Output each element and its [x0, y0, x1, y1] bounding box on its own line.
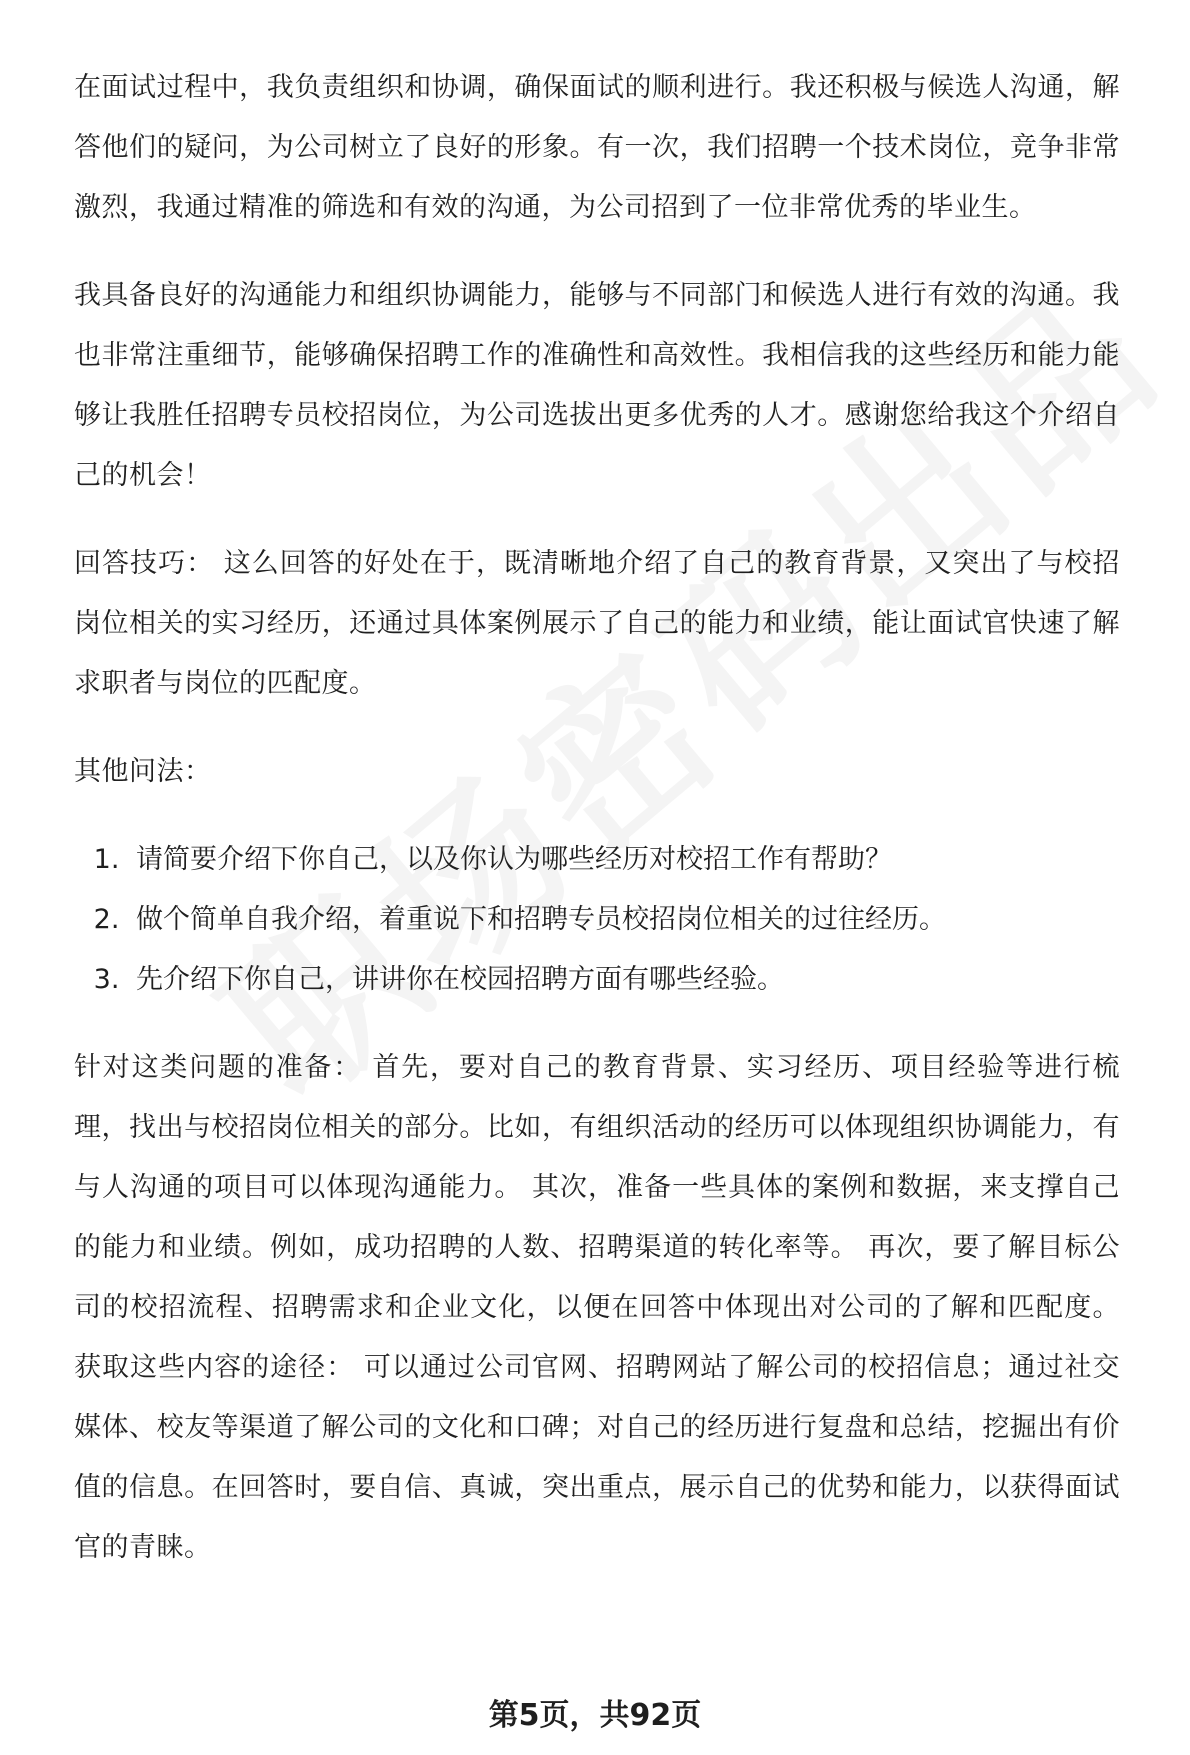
paragraph-interview-coordination: 在面试过程中，我负责组织和协调，确保面试的顺利进行。我还积极与候选人沟通，解答他们的疑问，为公司树立了良好的形象。有一次，我们招聘一个技术岗位，竞争非常激烈，我通过精准的筛选和有效的沟通，为公司招到了一位非常优秀的毕业生。 [74, 72, 1120, 223]
paragraph-answer-tips: 回答技巧： 这么回答的好处在于，既清晰地介绍了自己的教育背景，又突出了与校招岗位相关的实习经历，还通过具体案例展示了自己的能力和业绩，能让面试官快速了解求职者与岗位的匹配度。 [74, 548, 1120, 699]
list-item: 3. 先介绍下你自己，讲讲你在校园招聘方面有哪些经验。 [128, 950, 1120, 1010]
paragraph-other-questions-heading: 其他问法： [74, 756, 212, 787]
list-item: 2. 做个简单自我介绍，着重说下和招聘专员校招岗位相关的过往经历。 [128, 890, 1120, 950]
list-item: 1. 请简要介绍下你自己，以及你认为哪些经历对校招工作有帮助？ [128, 830, 1120, 890]
document-body [74, 58, 1120, 1606]
paragraph-abilities: 我具备良好的沟通能力和组织协调能力，能够与不同部门和候选人进行有效的沟通。我也非常注重细节，能够确保招聘工作的准确性和高效性。我相信我的这些经历和能力能够让我胜任招聘专员校招岗位，为公司选拔出更多优秀的人才。感谢您给我这个介绍自己的机会！ [74, 280, 1120, 491]
page-number: 第5页，共92页 [488, 1698, 702, 1733]
alternative-questions-list [74, 830, 1120, 1010]
paragraph-preparation: 针对这类问题的准备： 首先，要对自己的教育背景、实习经历、项目经验等进行梳理，找出与校招岗位相关的部分。比如，有组织活动的经历可以体现组织协调能力，有与人沟通的项目可以体现沟通能力。 其次，准备一些具体的案例和数据，来支撑自己的能力和业绩。例如，成功招聘的人数、招聘渠道的转化率等。 再次，要了解目标公司的校招流程、招聘需求和企业文化，以便在回答中体现出对公司的了解和匹配度。 获取这些内容的途径： 可以通过公司官网、招聘网站了解公司的校招信息；通过社交媒体、校友等渠道了解公司的文化和口碑；对自己的经历进行复盘和总结，挖掘出有价值的信息。在回答时，要自信、真诚，突出重点，展示自己的优势和能力，以获得面试官的青睐。 [74, 1052, 1120, 1563]
